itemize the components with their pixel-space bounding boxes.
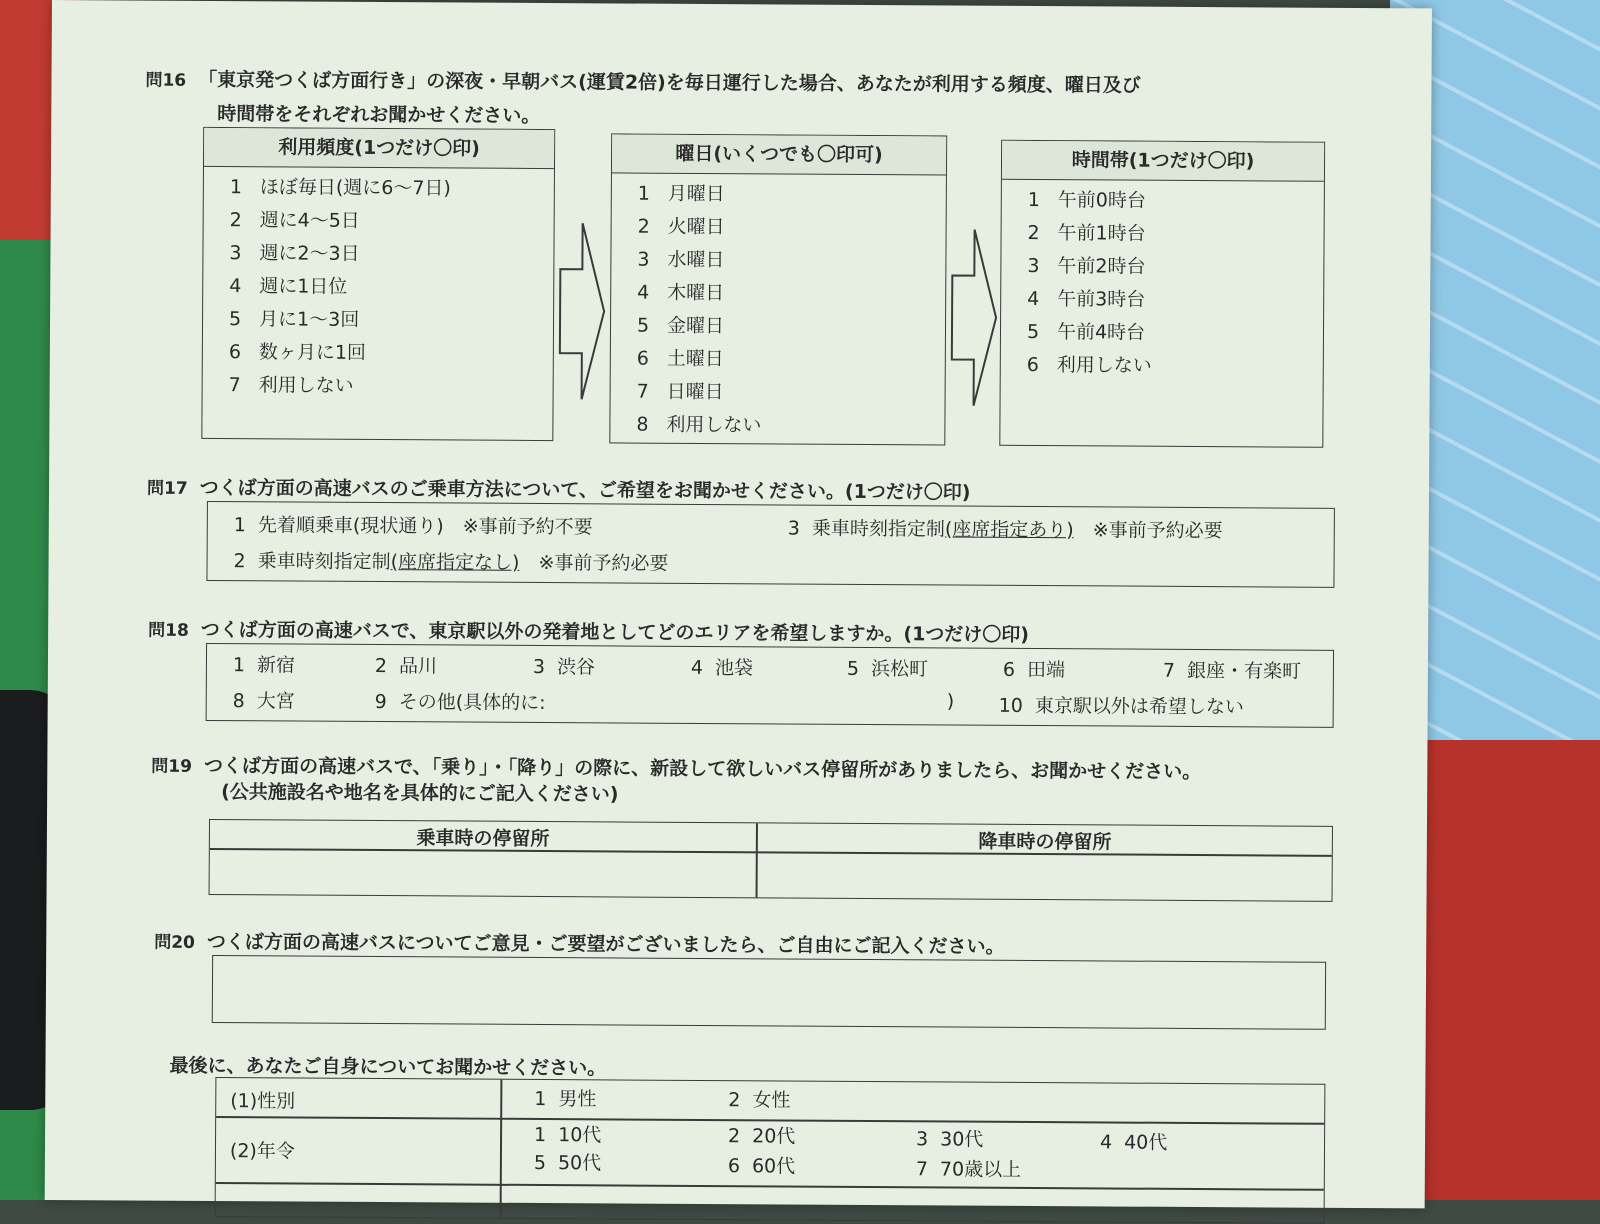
day-option[interactable]: 4 木曜日 — [637, 281, 725, 305]
q20-title — [154, 927, 1004, 959]
background-red-pavement — [1410, 740, 1600, 1200]
frequency-option[interactable]: 5 月に1～3回 — [228, 308, 360, 331]
comments-input[interactable] — [212, 955, 1326, 1030]
day-option[interactable]: 3 水曜日 — [637, 248, 725, 272]
q19-number: 問19 — [151, 756, 193, 777]
q18-number: 問18 — [148, 620, 189, 641]
age-option[interactable]: 5 50代 — [533, 1151, 602, 1175]
q16-number: 問16 — [145, 70, 187, 91]
time-option[interactable]: 1 午前0時台 — [1027, 188, 1146, 212]
area-option-other[interactable]: 9 その他(具体的に: — [374, 690, 546, 715]
area-option[interactable]: 7 銀座・有楽町 — [1162, 659, 1302, 683]
gender-label: (1)性別 — [230, 1090, 296, 1113]
frequency-option[interactable]: 6 数ヶ月に1回 — [228, 341, 367, 364]
frequency-box — [201, 127, 555, 441]
q17-text: つくば方面の高速バスのご乗車方法について、ご希望をお聞かせください。(1つだけ〇印) — [199, 476, 971, 504]
age-option[interactable]: 7 70歳以上 — [915, 1158, 1022, 1181]
alighting-stop-header: 降車時の停留所 — [978, 830, 1112, 854]
day-option[interactable]: 1 月曜日 — [637, 182, 725, 206]
day-option[interactable]: 6 土曜日 — [636, 347, 724, 371]
right-arrow-icon — [950, 227, 999, 407]
time-header: 時間帯(1つだけ〇印) — [1002, 141, 1324, 182]
q17-option-3[interactable]: 3 乗車時刻指定制(座席指定あり) ※事前予約必要 — [787, 517, 1223, 543]
q17-number: 問17 — [146, 478, 188, 499]
area-option[interactable]: 10 東京駅以外は希望しない — [998, 694, 1244, 719]
age-option[interactable]: 2 20代 — [728, 1125, 796, 1148]
frequency-option[interactable]: 2 週に4～5日 — [229, 209, 360, 232]
time-list — [1001, 180, 1324, 384]
age-option[interactable]: 3 30代 — [915, 1128, 984, 1151]
profile-table — [215, 1077, 1326, 1224]
q17-title — [147, 473, 971, 505]
area-other-close-paren: ) — [946, 690, 955, 713]
q16-text-line1: 「東京発つくば方面行き」の深夜・早朝バス(運賃2倍)を毎日運行した場合、あなたが利用する頻度、曜日及び — [198, 68, 1141, 97]
gender-option[interactable]: 2 女性 — [728, 1089, 791, 1112]
boarding-stop-input[interactable] — [212, 850, 754, 895]
profile-column-divider — [500, 1080, 502, 1218]
age-label: (2)年令 — [229, 1140, 295, 1163]
area-option[interactable]: 5 浜松町 — [846, 657, 929, 681]
q17-option-2[interactable]: 2 乗車時刻指定制(座席指定なし) ※事前予約必要 — [233, 550, 669, 575]
frequency-option[interactable]: 7 利用しない — [228, 374, 354, 397]
area-option[interactable]: 6 田端 — [1002, 658, 1066, 682]
profile-title: 最後に、あなたご自身についてお聞かせください。 — [169, 1054, 607, 1080]
area-option[interactable]: 3 渋谷 — [532, 655, 596, 679]
q18-title — [148, 615, 1029, 647]
boarding-stop-header: 乗車時の停留所 — [416, 827, 550, 851]
profile-row-divider — [216, 1182, 1324, 1190]
q17-options-box — [206, 501, 1334, 588]
q19-table — [209, 819, 1333, 902]
q18-options-box — [206, 643, 1334, 728]
frequency-option[interactable]: 1 ほぼ毎日(週に6～7日) — [229, 176, 451, 200]
q19-text: つくば方面の高速バスで、「乗り」・「降り」の際に、新設して欲しいバス停留所がありましたら、お聞かせください。 — [203, 754, 1202, 784]
day-option[interactable]: 7 日曜日 — [636, 380, 724, 404]
q16-text-line2: 時間帯をそれぞれお聞かせください。 — [217, 103, 541, 127]
day-option[interactable]: 2 火曜日 — [637, 215, 725, 239]
days-box — [609, 133, 947, 445]
q20-number: 問20 — [154, 932, 195, 953]
time-option[interactable]: 5 午前4時台 — [1026, 320, 1146, 344]
time-box — [999, 140, 1325, 448]
frequency-header: 利用頻度(1つだけ〇印) — [204, 128, 554, 169]
days-header: 曜日(いくつでも〇印可) — [612, 134, 946, 175]
frequency-option[interactable]: 4 週に1日位 — [229, 275, 348, 298]
right-arrow-icon — [558, 221, 607, 401]
age-option[interactable]: 6 60代 — [727, 1155, 796, 1178]
day-option[interactable]: 5 金曜日 — [636, 314, 725, 338]
survey-sheet — [45, 0, 1432, 1208]
area-option[interactable]: 1 新宿 — [232, 654, 296, 677]
q19-subtext: (公共施設名や地名を具体的にご記入ください) — [221, 781, 619, 806]
area-option[interactable]: 2 品川 — [374, 654, 438, 678]
time-option[interactable]: 3 午前2時台 — [1027, 254, 1146, 278]
frequency-option[interactable]: 3 週に2～3日 — [229, 242, 360, 265]
frequency-list — [203, 167, 554, 404]
q17-option-1[interactable]: 1 先着順乗車(現状通り) ※事前予約不要 — [233, 514, 593, 539]
day-option[interactable]: 8 利用しない — [636, 413, 762, 437]
time-option[interactable]: 6 利用しない — [1026, 353, 1152, 377]
age-option[interactable]: 1 10代 — [534, 1123, 602, 1147]
gender-option[interactable]: 1 男性 — [534, 1087, 597, 1111]
q18-text: つくば方面の高速バスで、東京駅以外の発着地としてどのエリアを希望しますか。(1つだけ〇印) — [200, 618, 1030, 646]
time-option[interactable]: 4 午前3時台 — [1027, 287, 1146, 311]
alighting-stop-input[interactable] — [760, 853, 1330, 898]
time-option[interactable]: 2 午前1時台 — [1027, 221, 1146, 245]
age-option[interactable]: 4 40代 — [1099, 1131, 1168, 1154]
days-list — [610, 173, 946, 443]
area-option[interactable]: 4 池袋 — [690, 656, 754, 680]
q20-text: つくば方面の高速バスについてご意見・ご要望がございましたら、ご自由にご記入ください。 — [206, 930, 1005, 958]
q16-title — [145, 65, 1140, 98]
area-option[interactable]: 8 大宮 — [232, 690, 295, 713]
